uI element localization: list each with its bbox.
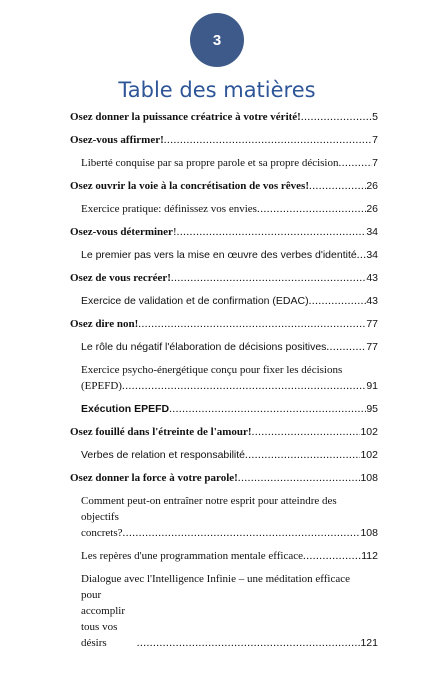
toc-entry-page: 108 (360, 472, 378, 484)
toc-entry[interactable] (70, 224, 378, 240)
toc-entry-text-line1: Exercice psycho-énergétique conçu pour fixer les décisions (81, 364, 343, 376)
toc-entry-text: Osez de vous recréer! (70, 272, 171, 284)
toc-entry[interactable] (70, 424, 378, 440)
toc-entry-page: 43 (366, 295, 378, 307)
toc-entry-page: 102 (360, 426, 378, 438)
toc-entry-page: 102 (360, 449, 378, 461)
toc-entry[interactable] (70, 493, 378, 541)
toc-entry[interactable] (70, 270, 378, 286)
leader-dots (357, 247, 367, 263)
leader-dots (171, 270, 366, 286)
toc-entry-page: 34 (366, 249, 378, 261)
leader-dots (164, 132, 372, 148)
toc-entry-page: 77 (366, 318, 378, 330)
toc-entry-page: 43 (366, 272, 378, 284)
toc-entry-text: Le rôle du négatif l'élaboration de décisions positives (81, 341, 327, 353)
toc-entry-text (70, 224, 177, 240)
toc-entry[interactable] (70, 132, 378, 148)
toc-entry[interactable] (70, 155, 378, 171)
table-of-contents (70, 109, 378, 658)
toc-entry-text: Exécution EPEFD (81, 403, 170, 415)
toc-entry-text: Osez-vous affirmer! (70, 134, 164, 146)
leader-dots (123, 525, 361, 541)
toc-entry-text: Osez ouvrir la voie à la concrétisation de vos rêves! (70, 180, 309, 192)
toc-entry-text: Exercice de validation et de confirmation (EDAC) (81, 295, 309, 307)
toc-entry-text-line2: (EPEFD) (81, 380, 122, 392)
leader-dots (309, 178, 366, 194)
toc-entry[interactable] (70, 548, 378, 564)
toc-entry[interactable] (70, 201, 378, 217)
toc-entry-page: 112 (361, 550, 378, 562)
toc-entry-page: 34 (366, 226, 378, 238)
toc-entry-page: 7 (372, 157, 378, 169)
toc-entry-page: 26 (366, 180, 378, 192)
leader-dots (257, 201, 366, 217)
toc-entry-text-line2: pour accomplir tous vos désirs (81, 589, 125, 649)
toc-entry-text: Osez fouillé dans l'étreinte de l'amour! (70, 426, 252, 438)
toc-title: Table des matières (118, 78, 316, 102)
toc-entry-text: Liberté conquise par sa propre parole et sa propre décision (81, 157, 339, 169)
leader-dots (252, 424, 361, 440)
leader-dots (238, 470, 361, 486)
leader-dots (309, 293, 367, 309)
toc-entry-text: Le premier pas vers la mise en œuvre des verbes d'identité (81, 249, 357, 261)
toc-entry-page: 26 (366, 203, 378, 215)
toc-entry-page: 77 (366, 341, 378, 353)
toc-entry[interactable] (70, 178, 378, 194)
toc-entry[interactable] (70, 362, 378, 394)
leader-dots (138, 316, 366, 332)
toc-entry-text: Exercice pratique: définissez vos envies (81, 203, 257, 215)
leader-dots (338, 155, 372, 171)
toc-entry[interactable] (70, 293, 378, 309)
toc-entry-text: Les repères d'une programmation mentale efficace (81, 550, 303, 562)
toc-entry-text: Osez dire non! (70, 318, 139, 330)
toc-entry[interactable] (70, 316, 378, 332)
chapter-number-badge: 3 (190, 13, 244, 67)
toc-entry-text: Verbes de relation et responsabilité (81, 449, 246, 461)
toc-entry[interactable] (70, 401, 378, 417)
toc-entry-text-bold: Osez-vous déterminer (70, 226, 173, 238)
toc-entry-page: 95 (366, 403, 378, 415)
leader-dots (137, 635, 361, 651)
leader-dots (303, 548, 361, 564)
toc-entry[interactable] (70, 339, 378, 355)
toc-entry-text-line1: Comment peut-on entraîner notre esprit pour atteindre des (81, 495, 337, 507)
leader-dots (326, 339, 366, 355)
toc-entry-page: 5 (372, 111, 378, 123)
toc-entry-text: Osez donner la puissance créatrice à votre vérité! (70, 111, 301, 123)
toc-entry[interactable] (70, 571, 378, 651)
leader-dots (245, 447, 360, 463)
toc-entry[interactable] (70, 247, 378, 263)
toc-entry[interactable] (70, 470, 378, 486)
toc-entry-text-line2: objectifs concrets? (81, 511, 123, 539)
toc-entry-text-line1: Dialogue avec l'Intelligence Infinie – une méditation efficace (81, 573, 351, 585)
toc-entry-page: 7 (372, 134, 378, 146)
toc-entry-page: 121 (360, 637, 378, 649)
toc-entry-text-suffix: ! (172, 226, 177, 238)
toc-entry-page: 108 (360, 527, 378, 539)
toc-entry-page: 91 (366, 380, 378, 392)
leader-dots (301, 109, 372, 125)
leader-dots (122, 378, 366, 394)
leader-dots (177, 224, 367, 240)
toc-entry[interactable] (70, 447, 378, 463)
toc-entry-text: Osez donner la force à votre parole! (70, 472, 238, 484)
toc-entry[interactable] (70, 109, 378, 125)
leader-dots (169, 401, 366, 417)
